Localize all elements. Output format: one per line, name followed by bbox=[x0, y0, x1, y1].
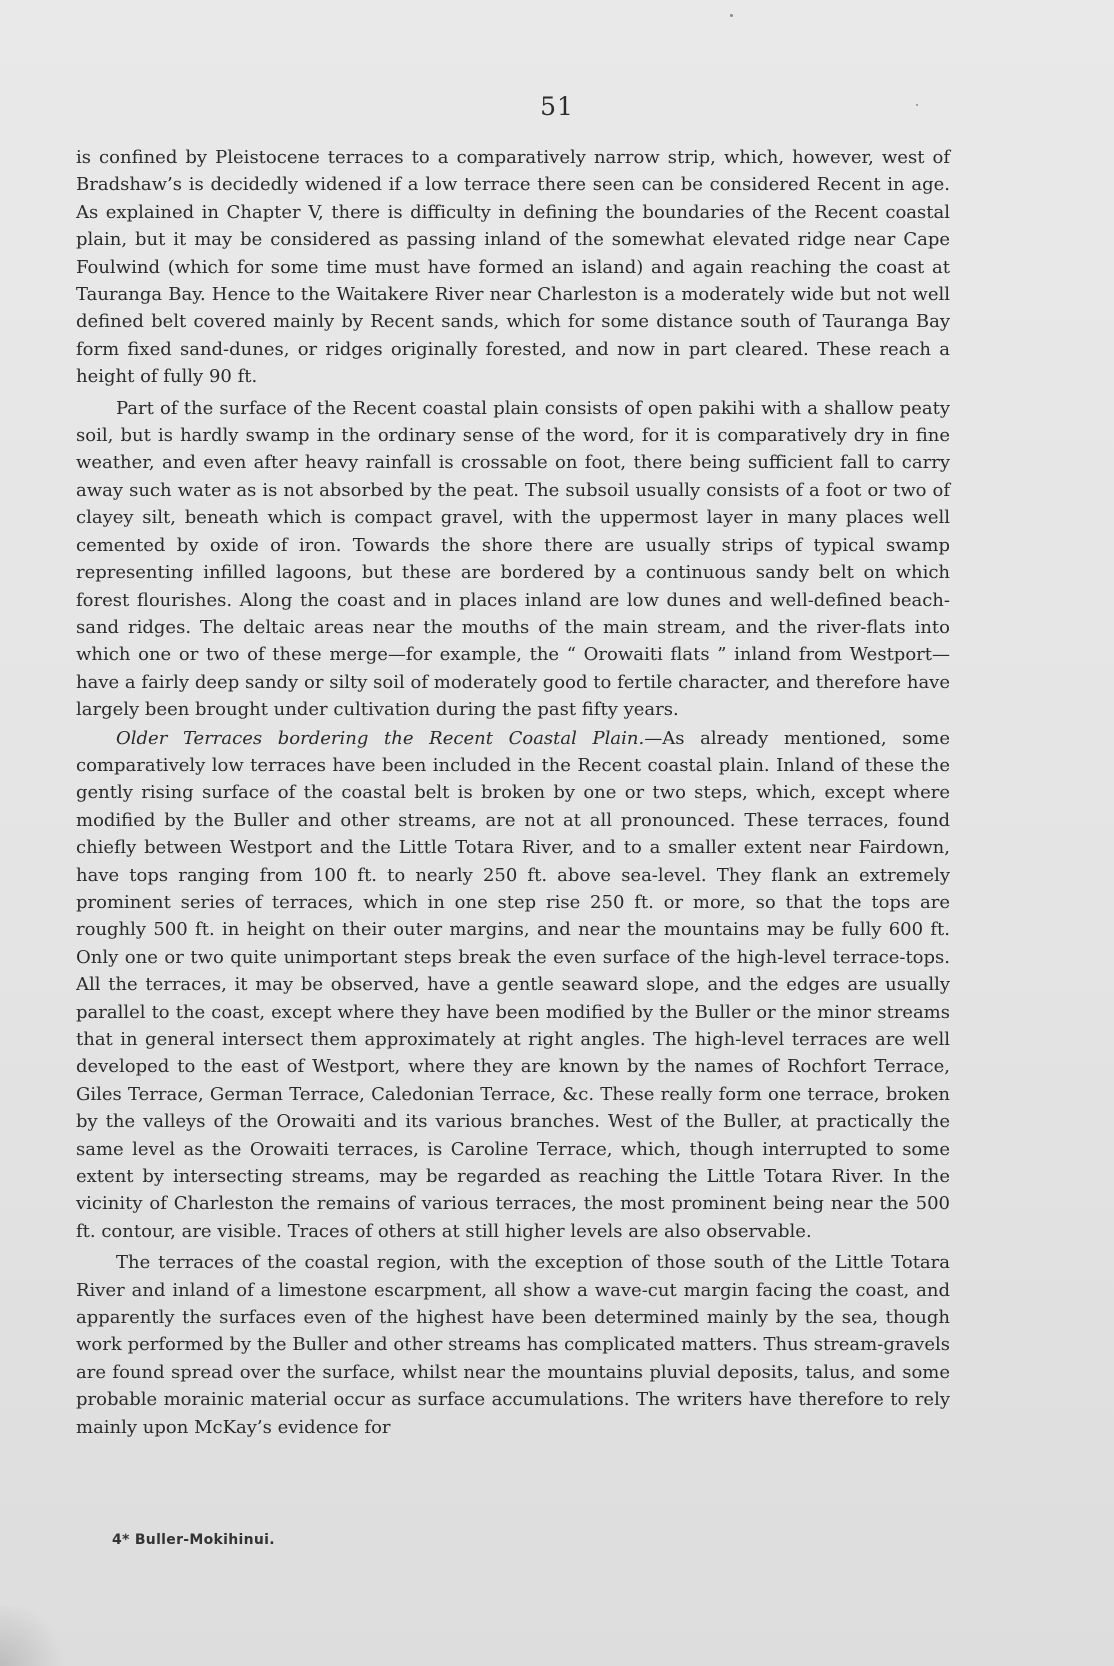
paragraph-older-terraces bbox=[76, 725, 950, 1246]
printer-signature-mark: 4* Buller-Mokihinui. bbox=[112, 1532, 275, 1548]
page-corner-shadow bbox=[0, 1606, 70, 1666]
paper-speck bbox=[730, 14, 733, 17]
paragraph-continuation: is confined by Pleistocene terraces to a comparatively narrow strip, which, however, west of Bradshaw’s is decidedly widened if a low terrace there seen can be considered Recent in age. As explained in Chapter V, there is difficulty in defining the boundaries of the Recent coastal plain, but it may be considered as passing inland of the somewhat elevated ridge near Cape Foulwind (which for some time must have formed an island) and again reaching the coast at Tauranga Bay. Hence to the Waitakere River near Charleston is a moderately wide but not well defined belt covered mainly by Recent sands, which for some distance south of Tauranga Bay form fixed sand-dunes, or ridges originally forested, and now in part cleared. These reach a height of fully 90 ft. bbox=[76, 147, 950, 388]
paragraph-older-terraces-text: —As already mentioned, some comparatively low terraces have been included in the Recent coastal plain. Inland of these the gently rising surface of the coastal belt is broken by one or two steps, which, except where modified by the Buller and other streams, are not at all pronounced. These terraces, found chiefly between Westport and the Little Totara River, and to a smaller extent near Fairdown, have tops ranging from 100 ft. to nearly 250 ft. above sea-level. They flank an extremely prominent series of terraces, which in one step rise 250 ft. or more, so that the tops are roughly 500 ft. in height on their outer margins, and near the mountains may be fully 600 ft. Only one or two quite unimportant steps break the even surface of the high-level terrace-tops. All the terraces, it may be observed, have a gentle seaward slope, and the edges are usually parallel to the coast, except where they have been modified by the Buller or the minor streams that in general intersect them approximately at right angles. The high-level terraces are well developed to the east of Westport, where they are known by the names of Rochfort Terrace, Giles Terrace, German Terrace, Caledonian Terrace, &c. These really form one terrace, broken by the valleys of the Orowaiti and its various branches. West of the Buller, at practically the same level as the Orowaiti terraces, is Caroline Terrace, which, though interrupted to some extent by intersecting streams, may be regarded as reaching the Little Totara River. In the vicinity of Charleston the remains of various terraces, the most prominent being near the 500 ft. contour, are visible. Traces of others at still higher levels are also observable. bbox=[76, 727, 951, 1242]
page-number: 51 bbox=[540, 92, 574, 121]
paragraph-coastal-terraces: The terraces of the coastal region, with the exception of those south of the Little Totara River and inland of a limestone escarpment, all show a wave-cut margin facing the coast, and apparently the surfaces even of the highest have been determined mainly by the sea, though work performed by the Buller and other streams has complicated matters. Thus stream-gravels are found spread over the surface, whilst near the mountains pluvial deposits, talus, and some probable morainic material occur as surface accumulations. The writers have therefore to rely mainly upon McKay’s evidence for bbox=[76, 1252, 950, 1438]
paragraph-pakihi: Part of the surface of the Recent coastal plain consists of open pakihi with a shallow peaty soil, but is hardly swamp in the ordinary sense of the word, for it is comparatively dry in fine weather, and even after heavy rainfall is crossable on foot, there being sufficient fall to carry away such water as is not absorbed by the peat. The subsoil usually consists of a foot or two of clayey silt, beneath which is compact gravel, with the uppermost layer in many places well cemented by oxide of iron. Towards the shore there are usually strips of typical swamp representing infilled lagoons, but these are bordered by a continuous sandy belt on which forest flourishes. Along the coast and in places inland are low dunes and well-defined beach-sand ridges. The deltaic areas near the mouths of the main stream, and the river-flats into which one or two of these merge—for example, the “ Orowaiti flats ” inland from Westport—have a fairly deep sandy or silty soil of moderately good to fertile character, and therefore have largely been brought under cultivation during the past fifty years. bbox=[76, 397, 950, 721]
section-heading-older-terraces: Older Terraces bordering the Recent Coastal Plain. bbox=[116, 727, 645, 749]
paper-speck bbox=[916, 104, 918, 106]
body-text bbox=[76, 144, 950, 1441]
